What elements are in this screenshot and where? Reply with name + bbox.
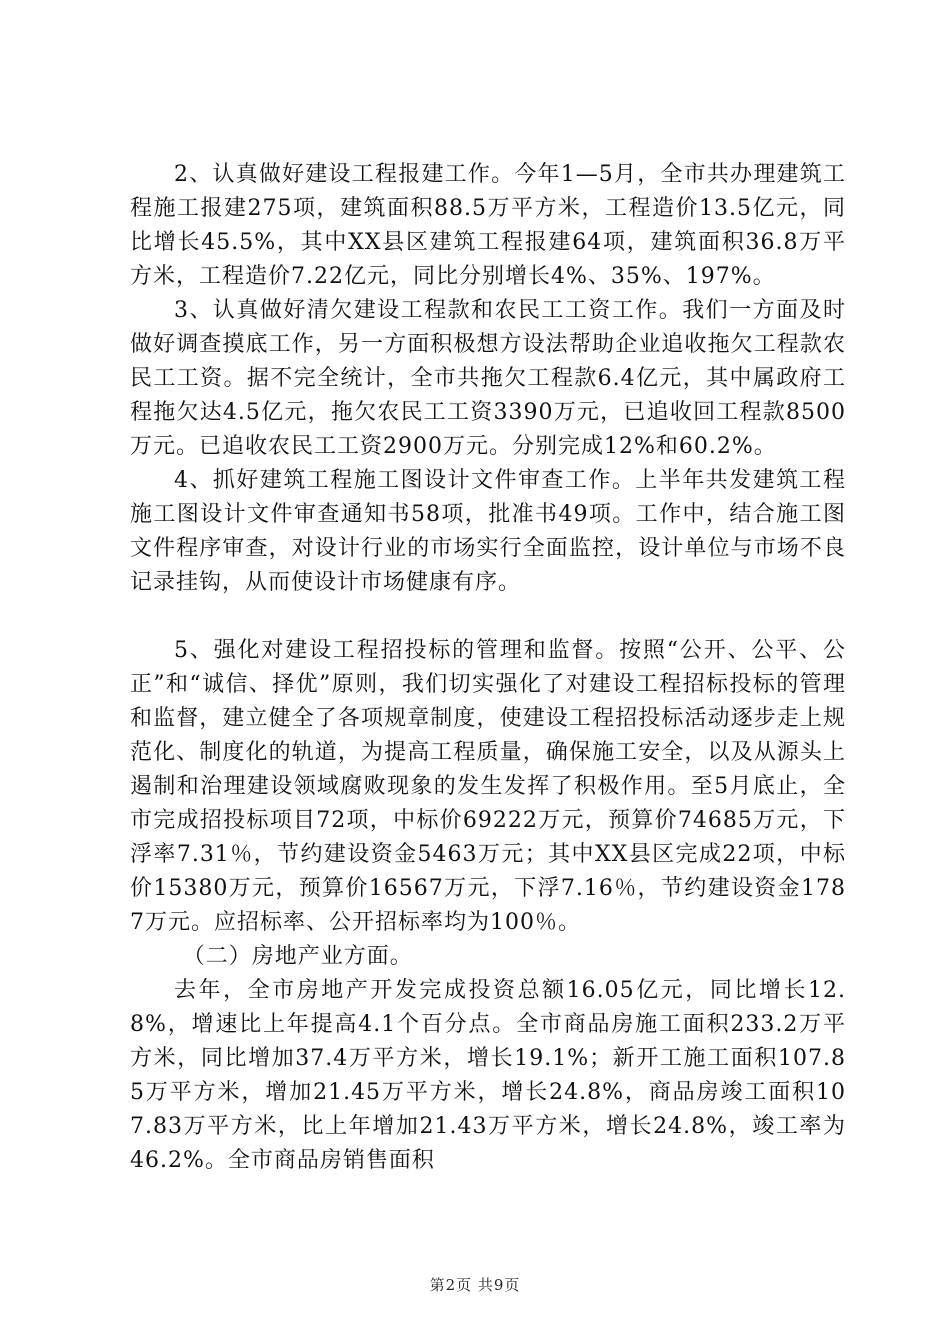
paragraph-wage-arrears: 3、认真做好清欠建设工程款和农民工工资工作。我们一方面及时做好调查摸底工作，另一方面积极想方设法帮助企业追收拖欠工程款农民工工资。据不完全统计，全市共拖欠工程款6.4亿元，其中属政府工程拖欠达4.5亿元，拖欠农民工工资3390万元，已追收回工程款8500万元。已追收农民工工资2900万元。分别完成12%和60.2%。 [130,298,846,459]
section-heading-real-estate: （二）房地产业方面。 [182,944,413,969]
paragraph-real-estate-investment: 去年，全市房地产开发完成投资总额16.05亿元，同比增长12.8%，增速比上年提高4.1个百分点。全市商品房施工面积233.2万平方米，同比增加37.4万平方米，增长19.1%；新开工施工面积107.85万平方米，增加21.45万平方米，增长24.8%，商品房竣工面积107.83万平方米，比上年增加21.43万平方米，增长24.8%，竣工率为46.2%。全市商品房销售面积 [130,978,846,1173]
page-number-footer: 第2页 共9页 [429,1276,521,1294]
paragraph-bidding-supervision: 5、强化对建设工程招投标的管理和监督。按照“公开、公平、公正”和“诚信、择优”原则，我们切实强化了对建设工程招标投标的管理和监督，建立健全了各项规章制度，使建设工程招投标活动逐步走上规范化、制度化的轨道，为提高工程质量，确保施工安全，以及从源头上遏制和治理建设领域腐败现象的发生发挥了积极作用。至5月底止，全市完成招投标项目72项，中标价69222万元，预算价74685万元，下浮率7.31％，节约建设资金5463万元；其中XX县区完成22项，中标价15380万元，预算价16567万元，下浮7.16％，节约建设资金1787万元。应招标率、公开招标率均为100％。 [130,638,846,935]
paragraph-project-registration: 2、认真做好建设工程报建工作。今年1—5月，全市共办理建筑工程施工报建275项，建筑面积88.5万平方米，工程造价13.5亿元，同比增长45.5%，其中XX县区建筑工程报建64项，建筑面积36.8万平方米，工程造价7.22亿元，同比分别增长4%、35%、197%。 [130,162,846,289]
paragraph-drawing-review: 4、抓好建筑工程施工图设计文件审查工作。上半年共发建筑工程施工图设计文件审查通知书58项，批准书49项。工作中，结合施工图文件程序审查，对设计行业的市场实行全面监控，设计单位与市场不良记录挂钩，从而使设计市场健康有序。 [130,468,846,595]
document-body [130,158,846,1178]
